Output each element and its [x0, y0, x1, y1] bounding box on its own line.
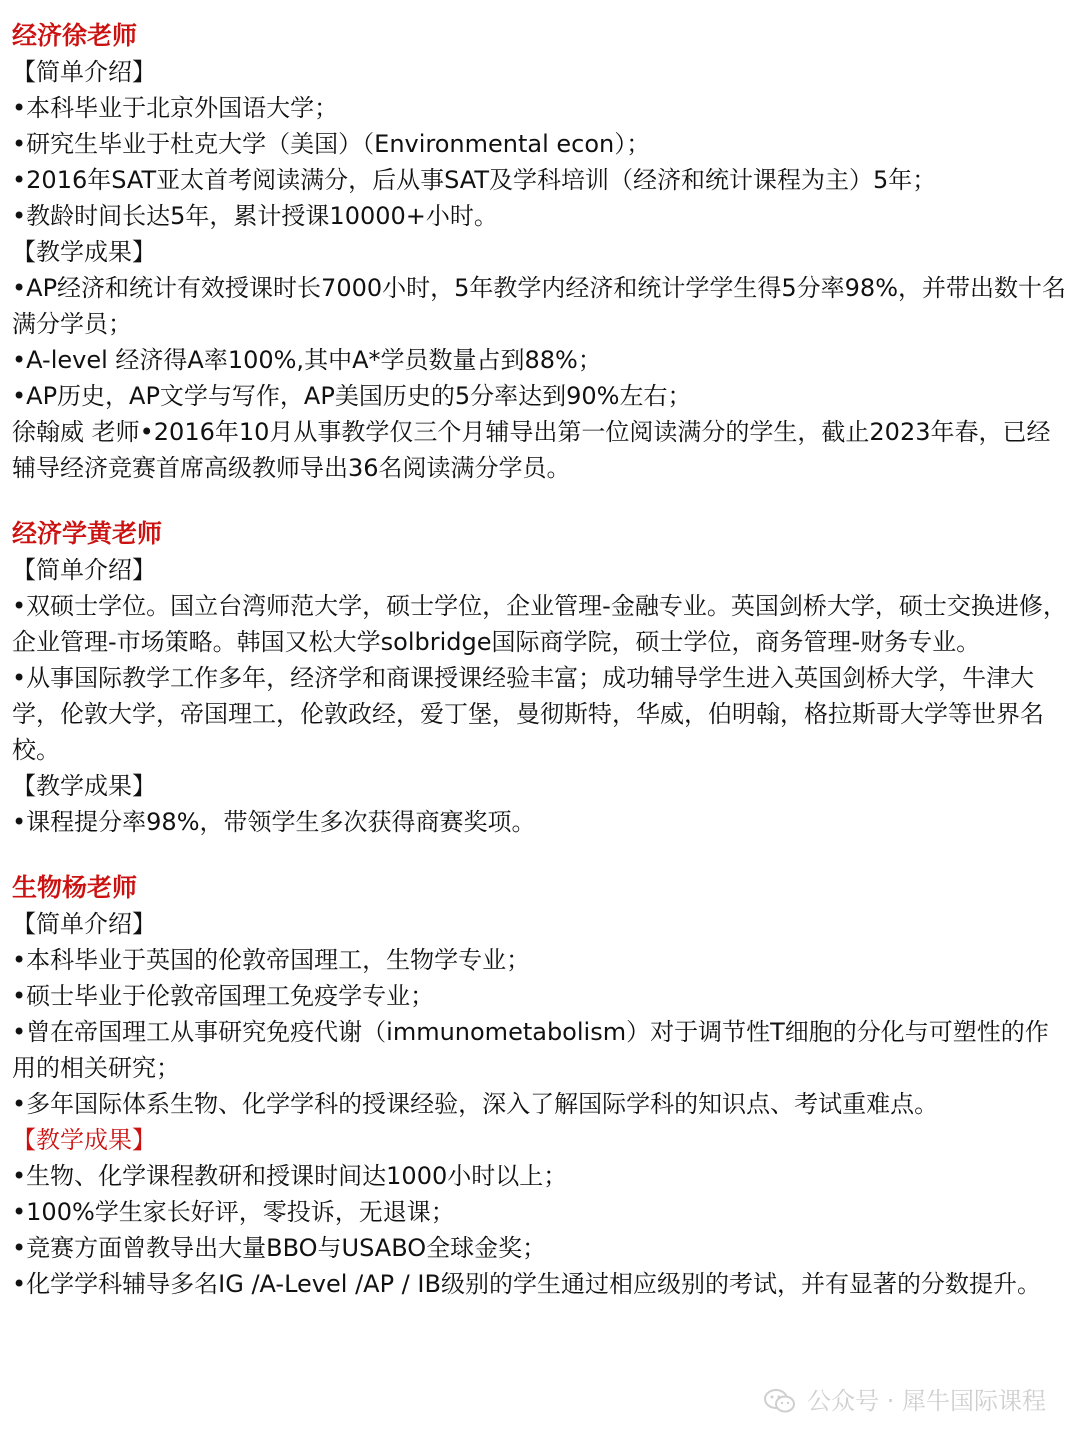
block-heading: 【简单介绍】	[12, 910, 156, 938]
block-heading: 【教学成果】	[12, 1126, 156, 1154]
bullet-line: •100%学生家长好评，零投诉，无退课；	[12, 1198, 455, 1226]
block-heading: 【简单介绍】	[12, 556, 156, 584]
bullet-line: •A-level 经济得A率100%,其中A*学员数量占到88%；	[12, 346, 602, 374]
teacher-section-yang	[12, 870, 1068, 1302]
bullet-line: •研究生毕业于杜克大学（美国）（Environmental econ）；	[12, 130, 651, 158]
block-heading: 【简单介绍】	[12, 58, 156, 86]
bullet-line: •本科毕业于北京外国语大学；	[12, 94, 339, 122]
watermark-text: 公众号 · 犀牛国际课程	[807, 1387, 1046, 1415]
bullet-line: •竞赛方面曾教导出大量BBO与USABO全球金奖；	[12, 1234, 547, 1262]
block-heading: 【教学成果】	[12, 772, 156, 800]
bullet-line: •化学学科辅导多名IG /A-Level /AP / IB级别的学生通过相应级别的考试，并有显著的分数提升。	[12, 1270, 1041, 1298]
section-title: 经济徐老师	[12, 21, 138, 50]
bullet-line: •AP历史，AP文学与写作，AP美国历史的5分率达到90%左右；	[12, 382, 692, 410]
watermark	[763, 1387, 1046, 1415]
bullet-line: •2016年SAT亚太首考阅读满分，后从事SAT及学科培训（经济和统计课程为主）5年；	[12, 166, 937, 194]
bullet-line: •硕士毕业于伦敦帝国理工免疫学专业；	[12, 982, 435, 1010]
bullet-line: •本科毕业于英国的伦敦帝国理工，生物学专业；	[12, 946, 531, 974]
bullet-line: •课程提分率98%，带领学生多次获得商赛奖项。	[12, 808, 536, 836]
wechat-icon	[763, 1387, 797, 1415]
teacher-section-xu	[12, 18, 1068, 486]
bullet-line: •生物、化学课程教研和授课时间达1000小时以上；	[12, 1162, 568, 1190]
block-heading: 【教学成果】	[12, 238, 156, 266]
document-page	[12, 18, 1068, 1332]
bullet-line: •从事国际教学工作多年，经济学和商课授课经验丰富；成功辅导学生进入英国剑桥大学，牛津大学，伦敦大学，帝国理工，伦敦政经，爱丁堡，曼彻斯特，华威，伯明翰，格拉斯哥大学等世界名校。	[12, 664, 1044, 764]
teacher-section-huang	[12, 516, 1068, 840]
bullet-line: •多年国际体系生物、化学学科的授课经验，深入了解国际学科的知识点、考试重难点。	[12, 1090, 939, 1118]
section-title: 经济学黄老师	[12, 519, 163, 548]
bullet-line: •曾在帝国理工从事研究免疫代谢（immunometabolism）对于调节性T细胞的分化与可塑性的作用的相关研究；	[12, 1018, 1049, 1082]
bullet-line: •AP经济和统计有效授课时长7000小时，5年教学内经济和统计学学生得5分率98%，并带出数十名满分学员；	[12, 274, 1067, 338]
section-title: 生物杨老师	[12, 873, 138, 902]
bullet-line: 徐翰威 老师•2016年10月从事教学仅三个月辅导出第一位阅读满分的学生，截止2023年春，已经辅导经济竞赛首席高级教师导出36名阅读满分学员。	[12, 418, 1051, 482]
bullet-line: •双硕士学位。国立台湾师范大学，硕士学位，企业管理-金融专业。英国剑桥大学，硕士交换进修，企业管理-市场策略。韩国又松大学solbridge国际商学院，硕士学位，商务管理-财务专业。	[12, 592, 1067, 656]
bullet-line: •教龄时间长达5年，累计授课10000+小时。	[12, 202, 498, 230]
